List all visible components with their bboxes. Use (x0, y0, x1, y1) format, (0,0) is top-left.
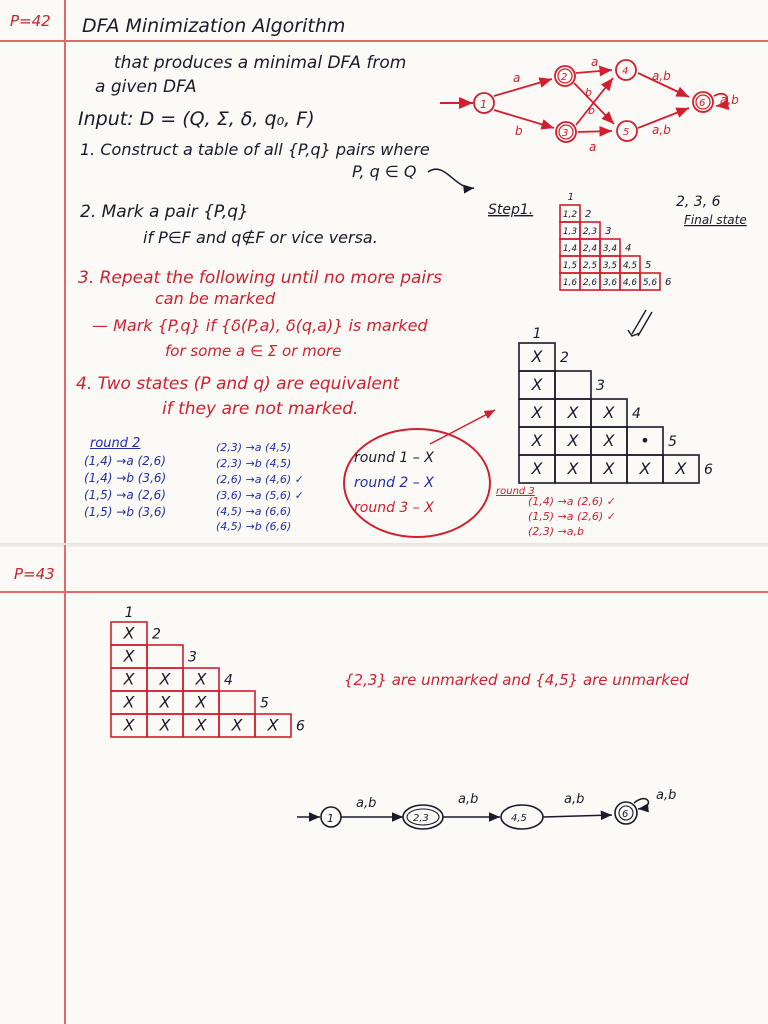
table3-side-label: 2 (152, 626, 161, 643)
table1-cell-value: 1,4 (562, 243, 578, 254)
table3-cell-value: X (159, 692, 171, 712)
table2-cell-value: X (603, 430, 615, 450)
step3-rule: — Mark {P,q} if {δ(P,a), δ(q,a)} is marked (92, 316, 428, 335)
table3-cell-value: X (123, 715, 135, 735)
table1-cell-value: 1,5 (562, 260, 578, 271)
table2-cell-value: X (567, 458, 579, 478)
table2-cell-value: X (531, 374, 543, 394)
pair-table-final (111, 605, 305, 737)
table1-side-label: 2 (585, 209, 592, 221)
dfa-edge-label: b (515, 124, 523, 138)
round-result: round 2 – X (354, 475, 434, 491)
unmarked-pairs-note: {2,3} are unmarked and {4,5} are unmarked (344, 671, 689, 689)
dfa-edge-label: a (591, 55, 599, 69)
table1-cell-value: 2,6 (582, 277, 598, 288)
intro-line-1: that produces a minimal DFA from (114, 53, 407, 73)
step1-pointer-arrow (428, 169, 474, 188)
round2-title: round 2 (90, 436, 141, 451)
round2-line: (2,3) →b (4,5) (216, 457, 292, 470)
dfa-edge-label: b (585, 86, 592, 99)
table3-cell (147, 645, 183, 668)
table1-cell-value: 1,2 (562, 209, 578, 220)
round2-line: (1,4) →a (2,6) (84, 454, 166, 468)
step4-pointer-arrow (430, 410, 495, 444)
table2-cell-value: X (675, 458, 687, 478)
table1-cell-value: 1,6 (562, 277, 578, 288)
table-transition-arrow (628, 310, 652, 336)
table3-side-label: 3 (188, 649, 197, 666)
round2-line: (1,5) →b (3,6) (84, 505, 167, 519)
step2-text: 2. Mark a pair {P,q} (80, 202, 249, 222)
round-result: round 1 – X (354, 450, 434, 466)
table3-cell-value: X (195, 715, 207, 735)
dfa-state-label: 1 (480, 98, 487, 111)
table1-side-label: 3 (605, 226, 612, 238)
table1-side-label: 5 (645, 260, 652, 272)
step1-label: Step1. (488, 202, 534, 218)
final-states-label: Final state (684, 213, 747, 227)
dfa-edge-label: a,b (652, 123, 671, 137)
round3-line: (1,4) →a (2,6) ✓ (528, 495, 616, 508)
table3-cell-value: X (123, 669, 135, 689)
final-states-value: 2, 3, 6 (676, 194, 721, 210)
table2-cell-value: X (603, 402, 615, 422)
table1-cell-value: 2,5 (582, 260, 598, 271)
min-dfa-state-label: 2,3 (413, 813, 429, 824)
round3-line: (1,5) →a (2,6) ✓ (528, 510, 616, 523)
table1-top-label: 1 (567, 192, 574, 203)
dfa-state-label: 2 (561, 72, 568, 83)
table3-cell-value: X (159, 669, 171, 689)
round2-line: (2,6) →a (4,6) ✓ (216, 473, 304, 486)
min-dfa-state-label: 6 (622, 809, 629, 820)
table3-cell-value: X (123, 646, 135, 666)
page2-diagrams (0, 545, 768, 1024)
minimized-dfa (297, 788, 676, 829)
dfa-state-label: 4 (622, 66, 629, 77)
table2-side-label: 2 (560, 350, 569, 367)
step1-text: 1. Construct a table of all {P,q} pairs where (80, 140, 430, 159)
table2-cell (555, 371, 591, 399)
table1-cell-value: 2,4 (582, 243, 598, 254)
table2-cell-value: X (603, 458, 615, 478)
table1-cell-value: 3,4 (602, 243, 618, 254)
table3-side-label: 4 (224, 672, 233, 689)
table2-cell-value: X (531, 430, 543, 450)
table2-cell-value: X (567, 430, 579, 450)
step2-text-cont: if P∈F and q∉F or vice versa. (143, 228, 378, 247)
dfa-edge-label: a,b (652, 69, 671, 83)
dfa-edge-1-2 (494, 79, 552, 96)
table3-cell-value: X (123, 623, 135, 643)
dfa-state-label: 6 (699, 98, 706, 109)
round2-line: (2,3) →a (4,5) (216, 441, 292, 454)
table2-side-label: 4 (632, 406, 641, 423)
step3-text-cont: can be marked (155, 289, 276, 308)
page-title: DFA Minimization Algorithm (82, 15, 346, 37)
table3-cell-value: X (195, 692, 207, 712)
table2-cell-value: • (640, 430, 650, 450)
min-dfa-edge-label: a,b (458, 792, 479, 807)
table3-cell-value: X (231, 715, 243, 735)
dfa-edge-label: a (513, 71, 521, 85)
dfa-edge-3-5 (578, 131, 612, 132)
table3-cell-value: X (123, 692, 135, 712)
page-number-label: P=43 (14, 565, 55, 583)
input-definition: Input: D = (Q, Σ, δ, q₀, F) (78, 108, 315, 130)
notebook-page-43 (0, 545, 768, 1024)
table1-cell-value: 3,5 (602, 260, 618, 271)
table3-cell-value: X (159, 715, 171, 735)
table2-cell-value: X (531, 458, 543, 478)
round2-line: (3,6) →a (5,6) ✓ (216, 489, 304, 502)
min-dfa-edge-label: a,b (656, 788, 677, 803)
step3-rule-cont: for some a ∈ Σ or more (165, 342, 342, 360)
table1-cell-value: 1,3 (562, 226, 578, 237)
round3-note-title: round 3 (496, 486, 535, 497)
table1-side-label: 4 (625, 243, 632, 255)
table2-side-label: 6 (704, 462, 713, 479)
dfa-edge-label: b (588, 104, 595, 117)
min-dfa-edge-label: a,b (564, 792, 585, 807)
pair-table-initial (560, 192, 671, 290)
dfa-edge-2-4 (576, 70, 612, 73)
page-number-label: P=42 (10, 12, 51, 30)
table2-cell-value: X (531, 346, 543, 366)
round2-line: (1,5) →a (2,6) (84, 488, 166, 502)
dfa-state-label: 5 (623, 127, 630, 138)
table3-top-label: 1 (124, 605, 134, 621)
round2-line: (1,4) →b (3,6) (84, 471, 167, 485)
min-dfa-edge-45-6 (543, 815, 612, 817)
dfa-edge-1-3 (494, 110, 554, 128)
dfa-edge-label: a,b (720, 93, 739, 107)
round2-line: (4,5) →b (6,6) (216, 520, 292, 533)
dfa-state-label: 3 (562, 128, 569, 139)
min-dfa-edge-label: a,b (356, 796, 377, 811)
table3-side-label: 5 (260, 695, 269, 712)
round3-line: (2,3) →a,b (528, 525, 585, 538)
table1-cell-value: 2,3 (582, 226, 598, 237)
step3-text: 3. Repeat the following until no more pairs (78, 268, 442, 288)
min-dfa-state-label: 4,5 (511, 813, 527, 824)
table2-side-label: 3 (596, 378, 605, 395)
table3-side-label: 6 (296, 718, 305, 735)
step1-text-cont: P, q ∈ Q (352, 162, 417, 181)
table1-cell-value: 3,6 (602, 277, 618, 288)
table2-cell-value: X (639, 458, 651, 478)
table1-cell-value: 4,5 (622, 260, 638, 271)
table2-top-label: 1 (532, 326, 542, 342)
min-dfa-state-label: 1 (327, 812, 334, 825)
table1-cell-value: 5,6 (642, 277, 658, 288)
step4-text: 4. Two states (P and q) are equivalent (76, 374, 400, 394)
table2-cell-value: X (567, 402, 579, 422)
table3-cell-value: X (195, 669, 207, 689)
table1-side-label: 6 (665, 277, 672, 289)
table2-side-label: 5 (668, 434, 677, 451)
dfa-edge-label: a (589, 140, 597, 154)
round2-line: (4,5) →a (6,6) (216, 505, 292, 518)
intro-line-2: a given DFA (95, 77, 197, 97)
table1-cell-value: 4,6 (622, 277, 638, 288)
pair-table-marked (519, 326, 713, 483)
table3-cell-value: X (267, 715, 279, 735)
round-result: round 3 – X (354, 500, 434, 516)
step4-text-cont: if they are not marked. (162, 399, 359, 419)
table3-cell (219, 691, 255, 714)
table2-cell-value: X (531, 402, 543, 422)
dfa-diagram (440, 55, 739, 154)
